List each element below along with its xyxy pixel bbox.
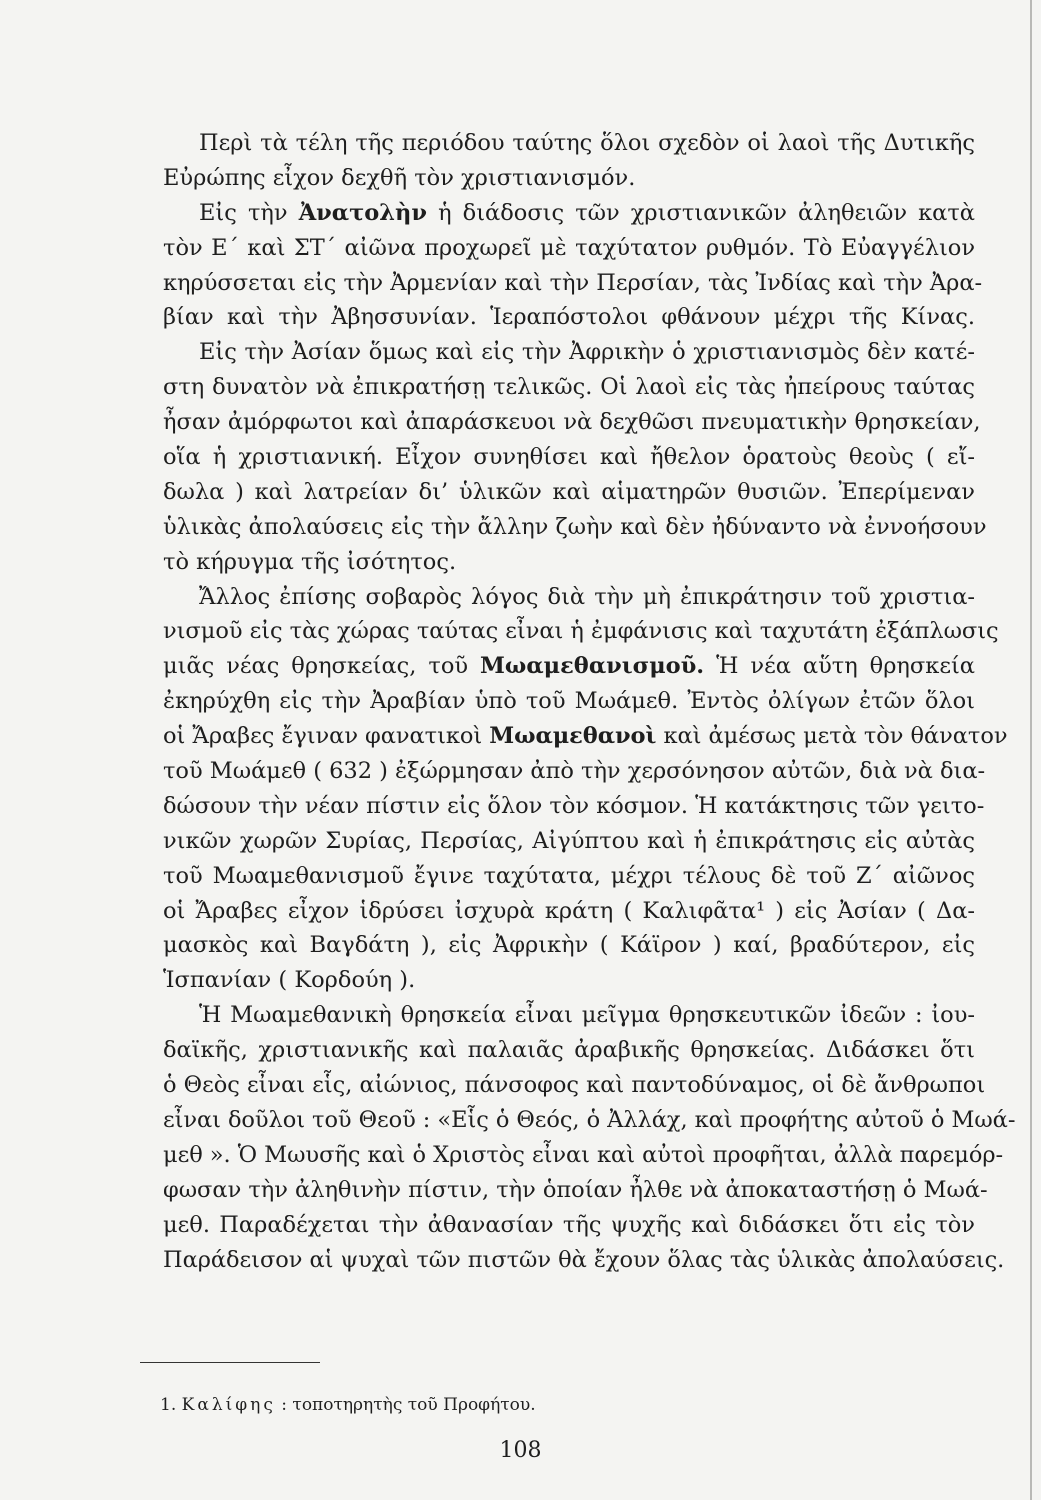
text-line bbox=[163, 859, 975, 894]
text-line bbox=[163, 649, 975, 684]
text-line-content: Εἰς τὴν Ἀσίαν ὅμως καὶ εἰς τὴν Ἀφρικὴν ὁ χριστιανισμὸς δὲν κατέ- bbox=[199, 339, 975, 366]
text-line bbox=[163, 266, 983, 301]
text-line-content: Περὶ τὰ τέλη τῆς περιόδου ταύτης ὅλοι σχεδὸν οἱ λαοὶ τῆς Δυτικῆς bbox=[199, 130, 975, 156]
text-line bbox=[163, 614, 999, 649]
text-line bbox=[163, 1103, 1016, 1138]
text-line-content: Ἱσπανίαν ( Κορδούη ). bbox=[163, 967, 416, 994]
text-line-content: νισμοῦ εἰς τὰς χώρας ταύτας εἶναι ἡ ἐμφάνισις καὶ ταχυτάτη ἐξάπλωσις bbox=[163, 618, 999, 645]
text-line bbox=[163, 510, 987, 545]
text-line bbox=[163, 719, 1008, 754]
text-line-content: ἐκηρύχθη εἰς τὴν Ἀραβίαν ὑπὸ τοῦ Μωάμεθ. Ἐντὸς ὀλίγων ἐτῶν ὅλοι bbox=[163, 688, 975, 715]
body-text bbox=[163, 126, 1016, 1277]
text-line-content: ὁ Θεὸς εἶναι εἷς, αἰώνιος, πάνσοφος καὶ παντοδύναμος, οἱ δὲ ἄνθρωποι bbox=[163, 1072, 986, 1099]
text-line-content: δαϊκῆς, χριστιανικῆς καὶ παλαιᾶς ἀραβικῆς θρησκείας. Διδάσκει ὅτι bbox=[163, 1037, 975, 1064]
text-line bbox=[163, 684, 975, 719]
bold-term: Ἀνατολὴν bbox=[298, 199, 427, 226]
text-line-content: τοῦ Μωάμεθ ( 632 ) ἐξώρμησαν ἀπὸ τὴν χερσόνησον αὐτῶν, διὰ νὰ δια- bbox=[163, 758, 986, 785]
text-line-content: Εὐρώπης εἶχον δεχθῆ τὸν χριστιανισμόν. bbox=[163, 164, 636, 191]
text-line-content: εἶναι δοῦλοι τοῦ Θεοῦ : «Εἷς ὁ Θεός, ὁ Ἀλλάχ, καὶ προφήτης αὐτοῦ ὁ Μωά- bbox=[163, 1106, 1016, 1133]
text-line bbox=[163, 894, 975, 929]
page-number: 108 bbox=[499, 1438, 542, 1463]
text-line bbox=[163, 1173, 988, 1208]
text-line bbox=[163, 963, 975, 998]
text-segment: μιᾶς νέας θρησκείας, τοῦ bbox=[163, 653, 481, 680]
text-line bbox=[163, 335, 975, 370]
text-line bbox=[163, 440, 975, 475]
text-line-content: βίαν καὶ τὴν Ἀβησσυνίαν. Ἱεραπόστολοι φθάνουν μέχρι τῆς Κίνας. bbox=[163, 304, 975, 331]
footnote-definition: : τοποτηρητὴς τοῦ Προφήτου. bbox=[281, 1395, 536, 1415]
text-line bbox=[163, 370, 975, 405]
text-segment: ἡ διάδοσις τῶν χριστιανικῶν ἀληθειῶν κατὰ bbox=[426, 199, 976, 226]
page-edge-shadow bbox=[1030, 0, 1032, 1500]
bold-term: Μωαμεθανοὶ bbox=[489, 723, 657, 750]
footnote bbox=[160, 1395, 536, 1415]
text-line-content: νικῶν χωρῶν Συρίας, Περσίας, Αἰγύπτου καὶ ἡ ἐπικράτησις εἰς αὐτὰς bbox=[163, 827, 975, 854]
text-line bbox=[163, 405, 981, 440]
text-line bbox=[163, 580, 975, 615]
footnote-term: Καλίφης bbox=[181, 1395, 276, 1415]
footnote-number: 1. bbox=[160, 1395, 177, 1415]
text-line bbox=[163, 1243, 1005, 1278]
text-line-content: κηρύσσεται εἰς τὴν Ἀρμενίαν καὶ τὴν Περσίαν, τὰς Ἰνδίας καὶ τὴν Ἀρα- bbox=[163, 269, 983, 296]
text-line-content: στη δυνατὸν νὰ ἐπικρατήσῃ τελικῶς. Οἱ λαοὶ εἰς τὰς ἠπείρους ταύτας bbox=[163, 374, 975, 401]
text-line-content: τὸ κήρυγμα τῆς ἰσότητος. bbox=[163, 548, 457, 575]
text-line-content: Παράδεισον αἱ ψυχαὶ τῶν πιστῶν θὰ ἔχουν ὅλας τὰς ὑλικὰς ἀπολαύσεις. bbox=[163, 1246, 1005, 1273]
text-line-content: ἦσαν ἀμόρφωτοι καὶ ἀπαράσκευοι νὰ δεχθῶσι πνευματικὴν θρησκείαν, bbox=[163, 409, 981, 436]
text-line bbox=[163, 1208, 975, 1243]
text-segment: Ἡ νέα αὕτη θρησκεία bbox=[704, 653, 975, 680]
text-line bbox=[163, 789, 985, 824]
text-line-content: ὑλικὰς ἀπολαύσεις εἰς τὴν ἄλλην ζωὴν καὶ δὲν ἠδύναντο νὰ ἐννοήσουν bbox=[163, 513, 987, 540]
text-line bbox=[163, 545, 975, 580]
text-line bbox=[163, 1033, 975, 1068]
text-segment: οἱ Ἄραβες ἔγιναν φανατικοὶ bbox=[163, 723, 490, 750]
text-line-content: τὸν Ε΄ καὶ ΣΤ΄ αἰῶνα προχωρεῖ μὲ ταχύτατον ρυθμόν. Τὸ Εὐαγγέλιον bbox=[163, 234, 975, 261]
text-line bbox=[163, 300, 975, 335]
text-segment: καὶ ἀμέσως μετὰ τὸν θάνατον bbox=[656, 723, 1008, 750]
text-line-content: μεθ. Παραδέχεται τὴν ἀθανασίαν τῆς ψυχῆς καὶ διδάσκει ὅτι εἰς τὸν bbox=[163, 1211, 975, 1238]
footnote-divider bbox=[140, 1362, 320, 1363]
text-line bbox=[163, 475, 975, 510]
text-line-content: δώσουν τὴν νέαν πίστιν εἰς ὅλον τὸν κόσμον. Ἡ κατάκτησις τῶν γειτο- bbox=[163, 792, 985, 819]
text-line-content: φωσαν τὴν ἀληθινὴν πίστιν, τὴν ὁποίαν ἦλθε νὰ ἀποκαταστήσῃ ὁ Μωά- bbox=[163, 1176, 988, 1203]
text-line-content: Ἡ Μωαμεθανικὴ θρησκεία εἶναι μεῖγμα θρησκευτικῶν ἰδεῶν : ἰου- bbox=[199, 1002, 975, 1029]
text-line bbox=[163, 754, 986, 789]
text-line-content: μεθ ». Ὁ Μωυσῆς καὶ ὁ Χριστὸς εἶναι καὶ αὐτοὶ προφῆται, ἀλλὰ παρεμόρ- bbox=[163, 1141, 1004, 1168]
text-line bbox=[163, 1068, 986, 1103]
text-line bbox=[163, 126, 975, 161]
text-line bbox=[163, 998, 975, 1033]
text-line-content: οἱ Ἄραβες εἶχον ἱδρύσει ἰσχυρὰ κράτη ( Καλιφᾶτα¹ ) εἰς Ἀσίαν ( Δα- bbox=[163, 897, 975, 924]
text-line bbox=[163, 928, 975, 963]
text-line bbox=[163, 1138, 1004, 1173]
text-line-content: μασκὸς καὶ Βαγδάτη ), εἰς Ἀφρικὴν ( Κάϊρον ) καί, βραδύτερον, εἰς bbox=[163, 932, 975, 959]
text-segment: Εἰς τὴν bbox=[199, 199, 299, 226]
text-line-content: Ἄλλος ἐπίσης σοβαρὸς λόγος διὰ τὴν μὴ ἐπικράτησιν τοῦ χριστια- bbox=[199, 583, 975, 610]
text-line bbox=[163, 196, 975, 231]
text-line bbox=[163, 161, 975, 196]
text-line bbox=[163, 824, 975, 859]
text-line-content: δωλα ) καὶ λατρείαν δι’ ὑλικῶν καὶ αἱματηρῶν θυσιῶν. Ἐπερίμεναν bbox=[163, 478, 975, 505]
bold-term: Μωαμεθανισμοῦ. bbox=[480, 653, 705, 680]
text-line-content: τοῦ Μωαμεθανισμοῦ ἔγινε ταχύτατα, μέχρι τέλους δὲ τοῦ Ζ΄ αἰῶνος bbox=[163, 862, 975, 889]
text-line-content: οἵα ἡ χριστιανική. Εἶχον συνηθίσει καὶ ἤθελον ὁρατοὺς θεοὺς ( εἴ- bbox=[163, 444, 975, 471]
text-line bbox=[163, 231, 975, 266]
